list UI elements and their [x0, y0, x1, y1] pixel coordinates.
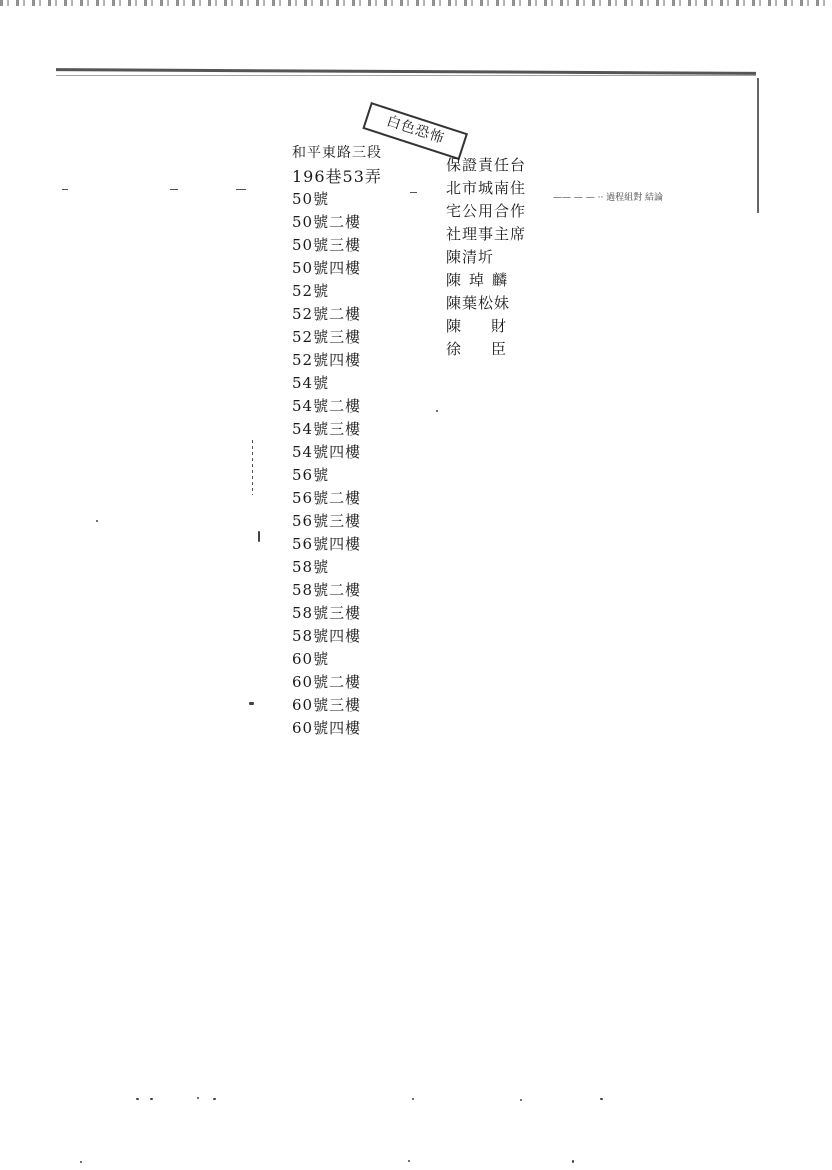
address-unit: 56號二樓 [292, 489, 362, 507]
responsible-party-list [446, 154, 536, 361]
scan-artifact [249, 702, 254, 705]
address-unit: 56號 [292, 466, 330, 484]
seal-stamp-text: 白色恐怖 [384, 113, 447, 148]
address-unit: 50號二樓 [292, 213, 362, 231]
scan-artifact [408, 1160, 410, 1162]
address-unit: 54號四樓 [292, 443, 362, 461]
scan-artifact [150, 1098, 153, 1100]
address-unit: 58號 [292, 558, 330, 576]
scan-artifact [170, 189, 178, 190]
address-unit: 52號三樓 [292, 328, 362, 346]
person-name: 陳財 [446, 317, 537, 335]
scan-artifact [213, 1098, 216, 1100]
address-unit: 56號四樓 [292, 535, 362, 553]
scan-artifact [410, 192, 417, 193]
scan-artifact [412, 1098, 414, 1100]
address-unit: 58號三樓 [292, 604, 362, 622]
address-unit: 52號二樓 [292, 305, 362, 323]
address-units [292, 188, 382, 740]
person-name: 陳葉松妹 [446, 294, 511, 312]
scan-artifact [80, 1161, 82, 1163]
address-unit: 52號 [292, 282, 330, 300]
address-unit: 50號三樓 [292, 236, 362, 254]
address-unit: 60號 [292, 650, 330, 668]
address-unit: 54號三樓 [292, 420, 362, 438]
person-name: 徐臣 [446, 340, 537, 358]
address-unit: 56號三樓 [292, 512, 362, 530]
address-lane: 196巷53弄 [292, 167, 382, 186]
responsible-line: 社理事主席 [446, 225, 527, 243]
address-list [292, 142, 382, 740]
scan-artifact [600, 1098, 603, 1100]
scan-artifact [136, 1098, 139, 1100]
scan-artifact [197, 1097, 199, 1099]
address-road: 和平東路三段 [292, 145, 382, 161]
address-unit: 52號四樓 [292, 351, 362, 369]
address-unit: 60號四樓 [292, 719, 362, 737]
scan-artifact [96, 520, 98, 522]
person-name: 陳琸麟 [446, 271, 516, 289]
scan-artifact [62, 189, 68, 190]
address-unit: 58號二樓 [292, 581, 362, 599]
address-unit: 60號三樓 [292, 696, 362, 714]
address-unit: 58號四樓 [292, 627, 362, 645]
scan-artifact [436, 410, 438, 412]
address-unit: 50號四樓 [292, 259, 362, 277]
top-rule-line [56, 68, 756, 75]
top-rule-line-secondary [56, 75, 756, 76]
responsible-line: 北市城南住 [446, 179, 527, 197]
responsible-line: 保證責任台 [446, 156, 527, 174]
scan-artifact [236, 189, 246, 190]
scan-artifact [572, 1160, 574, 1163]
person-name: 陳清圻 [446, 248, 495, 266]
scan-artifact [258, 531, 260, 542]
right-border-line [757, 78, 759, 213]
address-unit: 54號 [292, 374, 330, 392]
address-unit: 60號二樓 [292, 673, 362, 691]
address-unit: 54號二樓 [292, 397, 362, 415]
address-unit: 50號 [292, 190, 330, 208]
scan-artifact [520, 1099, 522, 1101]
responsible-line: 宅公用合作 [446, 202, 527, 220]
faint-note: —— — — ·· 過程組對 結論 [553, 193, 664, 203]
scan-artifact [252, 440, 253, 495]
scan-edge-noise [0, 0, 832, 6]
